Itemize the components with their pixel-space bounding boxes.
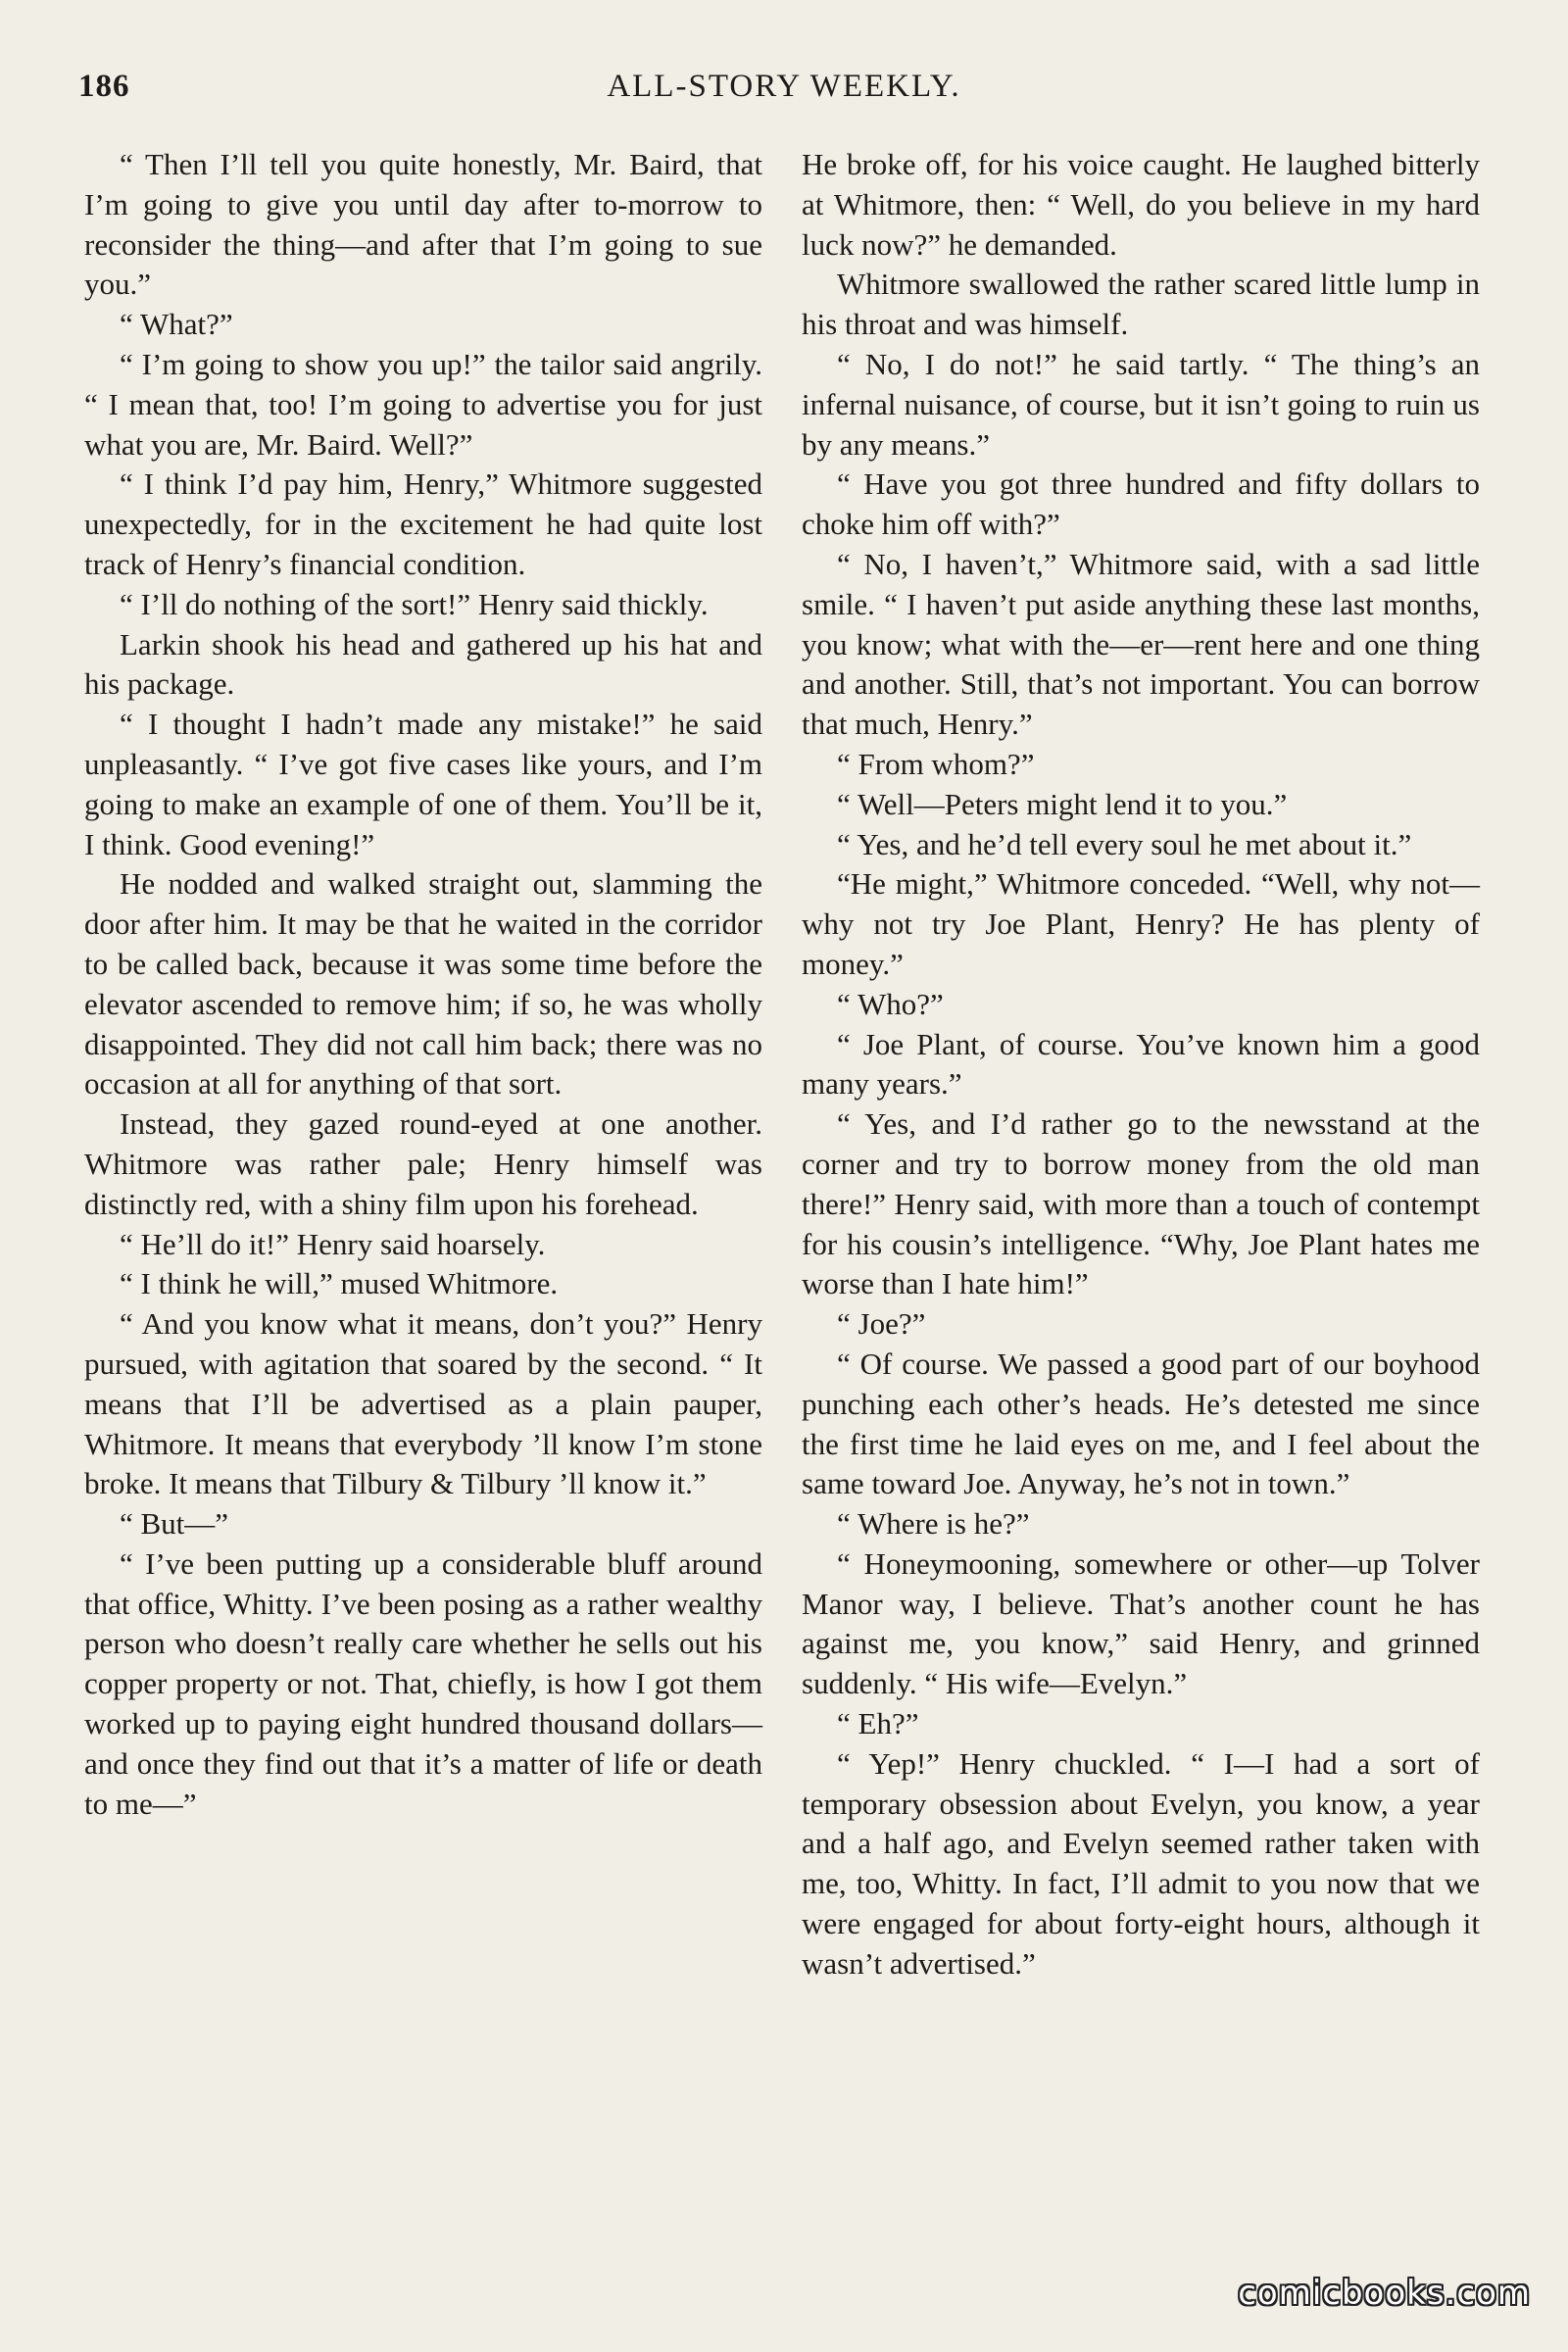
paragraph: “ Joe Plant, of course. You’ve known him a good many years.” (802, 1026, 1480, 1102)
paragraph: Instead, they gazed round-eyed at one another. Whitmore was rather pale; Henry himself was distinctly red, with a shiny film upon his forehead. (84, 1106, 762, 1221)
paragraph: “ From whom?” (837, 746, 1035, 781)
paragraph: “ I’m going to show you up!” the tailor said angrily. “ I mean that, too! I’m going to advertise you for just what you are, Mr. Baird. Well?” (84, 346, 762, 462)
paragraph: He nodded and walked straight out, slamming the door after him. It may be that he waited in the corridor to be called back, because it was some time before the elevator ascended to remove him; if so, he was wholly disappointed. They did not call him back; there was no occasion at all for anything of that sort. (84, 866, 762, 1102)
paragraph: “ Well—Peters might lend it to you.” (837, 786, 1288, 821)
page-header (78, 69, 1490, 118)
page-number: 186 (78, 69, 130, 104)
paragraph: “ He’ll do it!” Henry said hoarsely. (120, 1226, 546, 1261)
paragraph: “ I think I’d pay him, Henry,” Whitmore suggested unexpectedly, for in the excitement he had quite lost track of Henry’s financial condition. (84, 466, 762, 581)
paragraph: “ No, I haven’t,” Whitmore said, with a sad little smile. “ I haven’t put aside anything these last months, you know; what with the—er—rent here and one thing and another. Still, that’s not important. You can borrow that much, Henry.” (802, 546, 1480, 742)
paragraph: “ I’ll do nothing of the sort!” Henry said thickly. (120, 586, 709, 621)
right-column (802, 145, 1480, 1984)
paragraph: “ Joe?” (837, 1306, 926, 1342)
paragraph: “ Yes, and he’d tell every soul he met about it.” (837, 826, 1412, 861)
paragraph: Whitmore swallowed the rather scared little lump in his throat and was himself. (802, 267, 1480, 342)
paragraph: “ Of course. We passed a good part of our boyhood punching each other’s heads. He’s detested me since the first time he laid eyes on me, and I feel about the same toward Joe. Anyway, he’s not in town.” (802, 1346, 1480, 1501)
left-column (84, 145, 762, 1824)
paragraph: “ Where is he?” (837, 1506, 1030, 1542)
paragraph: “ Yep!” Henry chuckled. “ I—I had a sort of temporary obsession about Evelyn, you know, a year and a half ago, and Evelyn seemed rather taken with me, too, Whitty. In fact, I’ll admit to you now that we were engaged for about forty-eight hours, although it wasn’t advertised.” (802, 1745, 1480, 1981)
source-watermark: comicbooks.com (1238, 2274, 1531, 2313)
paragraph: “He might,” Whitmore conceded. “Well, why not—why not try Joe Plant, Henry? He has plenty of money.” (802, 866, 1480, 981)
paragraph: “ Eh?” (837, 1706, 919, 1741)
paragraph: “ I think he will,” mused Whitmore. (120, 1266, 559, 1301)
paragraph: “ Have you got three hundred and fifty dollars to choke him off with?” (802, 466, 1480, 542)
paragraph: “ But—” (120, 1506, 229, 1542)
paragraph: “ No, I do not!” he said tartly. “ The thing’s an infernal nuisance, of course, but it isn’t going to ruin us by any means.” (802, 346, 1480, 462)
paragraph: Larkin shook his head and gathered up his hat and his package. (84, 626, 762, 702)
paragraph: “ Honeymooning, somewhere or other—up Tolver Manor way, I believe. That’s another count he has against me, you know,” said Henry, and grinned suddenly. “ His wife—Evelyn.” (802, 1545, 1480, 1701)
paragraph: “ What?” (120, 307, 233, 342)
running-title: ALL-STORY WEEKLY. (607, 69, 961, 104)
paragraph: “ I thought I hadn’t made any mistake!” he said unpleasantly. “ I’ve got five cases like yours, and I’m going to make an example of one of them. You’ll be it, I think. Good evening!” (84, 707, 762, 861)
paragraph-continuation: He broke off, for his voice caught. He laughed bitterly at Whitmore, then: “ Well, do you believe in my hard luck now?” he demanded. (802, 147, 1480, 262)
paragraph: “ Yes, and I’d rather go to the newsstand at the corner and try to borrow money from the old man there!” Henry said, with more than a touch of contempt for his cousin’s intelligence. “Why, Joe Plant hates me worse than I hate him!” (802, 1106, 1480, 1301)
paragraph: “ I’ve been putting up a considerable bluff around that office, Whitty. I’ve been posing as a rather wealthy person who doesn’t really care whether he sells out his copper property or not. That, chiefly, is how I got them worked up to paying eight hundred thousand dollars—and once they find out that it’s a matter of life or death to me—” (84, 1545, 762, 1821)
paragraph: “ Who?” (837, 986, 944, 1021)
paragraph: “ And you know what it means, don’t you?” Henry pursued, with agitation that soared by the second. “ It means that I’ll be advertised as a plain pauper, Whitmore. It means that everybody ’ll know I’m stone broke. It means that Tilbury & Tilbury ’ll know it.” (84, 1306, 762, 1501)
paragraph: “ Then I’ll tell you quite honestly, Mr. Baird, that I’m going to give you until day after to-morrow to reconsider the thing—and after that I’m going to sue you.” (84, 147, 762, 302)
